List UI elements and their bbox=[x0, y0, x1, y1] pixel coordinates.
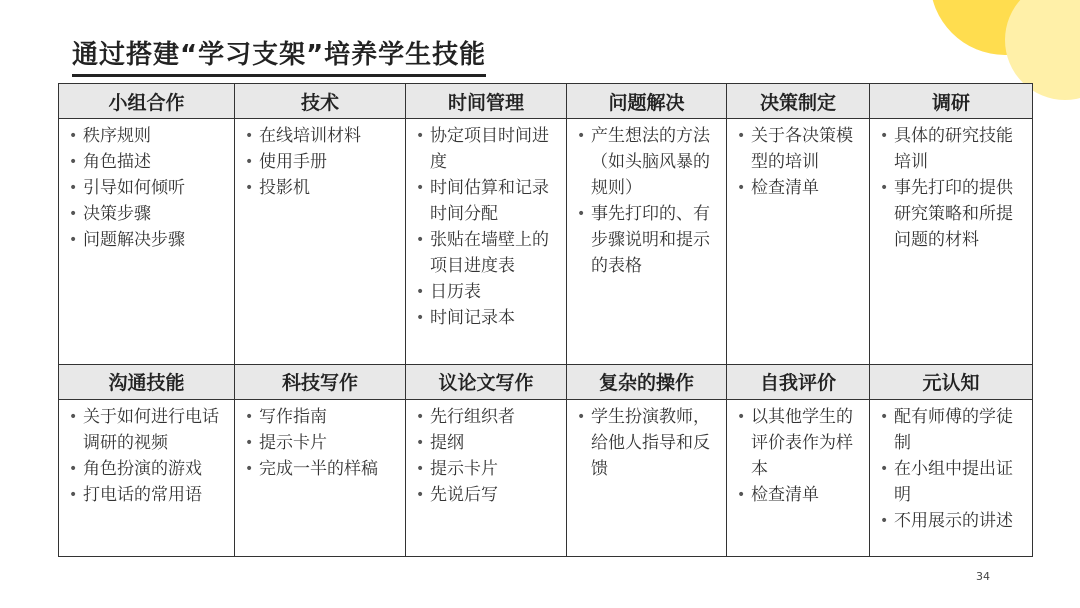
page-title: 通过搭建“学习支架”培养学生技能 bbox=[72, 34, 486, 77]
list-item: • 检查清单 bbox=[733, 175, 865, 201]
column-header: 沟通技能 bbox=[59, 364, 235, 399]
column-header: 自我评价 bbox=[727, 364, 870, 399]
list-item: • 写作指南 bbox=[241, 404, 401, 430]
header-row bbox=[59, 364, 1033, 399]
bullet-list bbox=[573, 404, 722, 482]
bullet-list bbox=[412, 123, 562, 331]
bullet-list bbox=[241, 404, 401, 482]
list-item: • 时间记录本 bbox=[412, 305, 562, 331]
table-cell bbox=[727, 399, 870, 556]
list-item: • 提纲 bbox=[412, 430, 562, 456]
list-item: • 事先打印的、有步骤说明和提示的表格 bbox=[573, 201, 722, 279]
list-item: • 以其他学生的评价表作为样本 bbox=[733, 404, 865, 482]
bullet-list bbox=[65, 404, 230, 508]
list-item: • 提示卡片 bbox=[241, 430, 401, 456]
table-cell bbox=[567, 119, 727, 365]
bullet-list bbox=[573, 123, 722, 279]
bullet-list bbox=[733, 123, 865, 201]
list-item: • 引导如何倾听 bbox=[65, 175, 230, 201]
table-cell bbox=[59, 399, 235, 556]
column-header: 小组合作 bbox=[59, 84, 235, 119]
list-item: • 投影机 bbox=[241, 175, 401, 201]
column-header: 议论文写作 bbox=[406, 364, 567, 399]
list-item: • 打电话的常用语 bbox=[65, 482, 230, 508]
list-item: • 先说后写 bbox=[412, 482, 562, 508]
table-cell bbox=[870, 119, 1033, 365]
header-row bbox=[59, 84, 1033, 119]
list-item: • 不用展示的讲述 bbox=[876, 508, 1028, 534]
column-header: 时间管理 bbox=[406, 84, 567, 119]
bullet-list bbox=[876, 404, 1028, 534]
list-item: • 使用手册 bbox=[241, 149, 401, 175]
list-item: • 事先打印的提供研究策略和所提问题的材料 bbox=[876, 175, 1028, 253]
bullet-list bbox=[876, 123, 1028, 253]
table-cell bbox=[59, 119, 235, 365]
list-item: • 日历表 bbox=[412, 279, 562, 305]
list-item: • 在线培训材料 bbox=[241, 123, 401, 149]
page-number: 34 bbox=[976, 570, 990, 583]
list-item: • 在小组中提出证明 bbox=[876, 456, 1028, 508]
list-item: • 决策步骤 bbox=[65, 201, 230, 227]
column-header: 科技写作 bbox=[235, 364, 406, 399]
table-body bbox=[59, 84, 1033, 557]
bullet-list bbox=[241, 123, 401, 201]
list-item: • 关于如何进行电话调研的视频 bbox=[65, 404, 230, 456]
list-item: • 关于各决策模型的培训 bbox=[733, 123, 865, 175]
list-item: • 产生想法的方法（如头脑风暴的规则） bbox=[573, 123, 722, 201]
content-row bbox=[59, 119, 1033, 365]
table-cell bbox=[567, 399, 727, 556]
column-header: 复杂的操作 bbox=[567, 364, 727, 399]
list-item: • 协定项目时间进度 bbox=[412, 123, 562, 175]
list-item: • 角色描述 bbox=[65, 149, 230, 175]
column-header: 问题解决 bbox=[567, 84, 727, 119]
list-item: • 秩序规则 bbox=[65, 123, 230, 149]
table-cell bbox=[406, 399, 567, 556]
list-item: • 具体的研究技能培训 bbox=[876, 123, 1028, 175]
table-cell bbox=[727, 119, 870, 365]
bullet-list bbox=[412, 404, 562, 508]
list-item: • 先行组织者 bbox=[412, 404, 562, 430]
bullet-list bbox=[65, 123, 230, 253]
bullet-list bbox=[733, 404, 865, 508]
scaffold-table bbox=[58, 83, 1033, 557]
column-header: 决策制定 bbox=[727, 84, 870, 119]
column-header: 技术 bbox=[235, 84, 406, 119]
list-item: • 检查清单 bbox=[733, 482, 865, 508]
table-cell bbox=[235, 119, 406, 365]
column-header: 调研 bbox=[870, 84, 1033, 119]
list-item: • 配有师傅的学徒制 bbox=[876, 404, 1028, 456]
table-cell bbox=[406, 119, 567, 365]
table-cell bbox=[870, 399, 1033, 556]
list-item: • 角色扮演的游戏 bbox=[65, 456, 230, 482]
list-item: • 张贴在墙壁上的项目进度表 bbox=[412, 227, 562, 279]
column-header: 元认知 bbox=[870, 364, 1033, 399]
table-cell bbox=[235, 399, 406, 556]
list-item: • 学生扮演教师，给他人指导和反馈 bbox=[573, 404, 722, 482]
content-row bbox=[59, 399, 1033, 556]
list-item: • 提示卡片 bbox=[412, 456, 562, 482]
list-item: • 时间估算和记录时间分配 bbox=[412, 175, 562, 227]
list-item: • 完成一半的样稿 bbox=[241, 456, 401, 482]
list-item: • 问题解决步骤 bbox=[65, 227, 230, 253]
